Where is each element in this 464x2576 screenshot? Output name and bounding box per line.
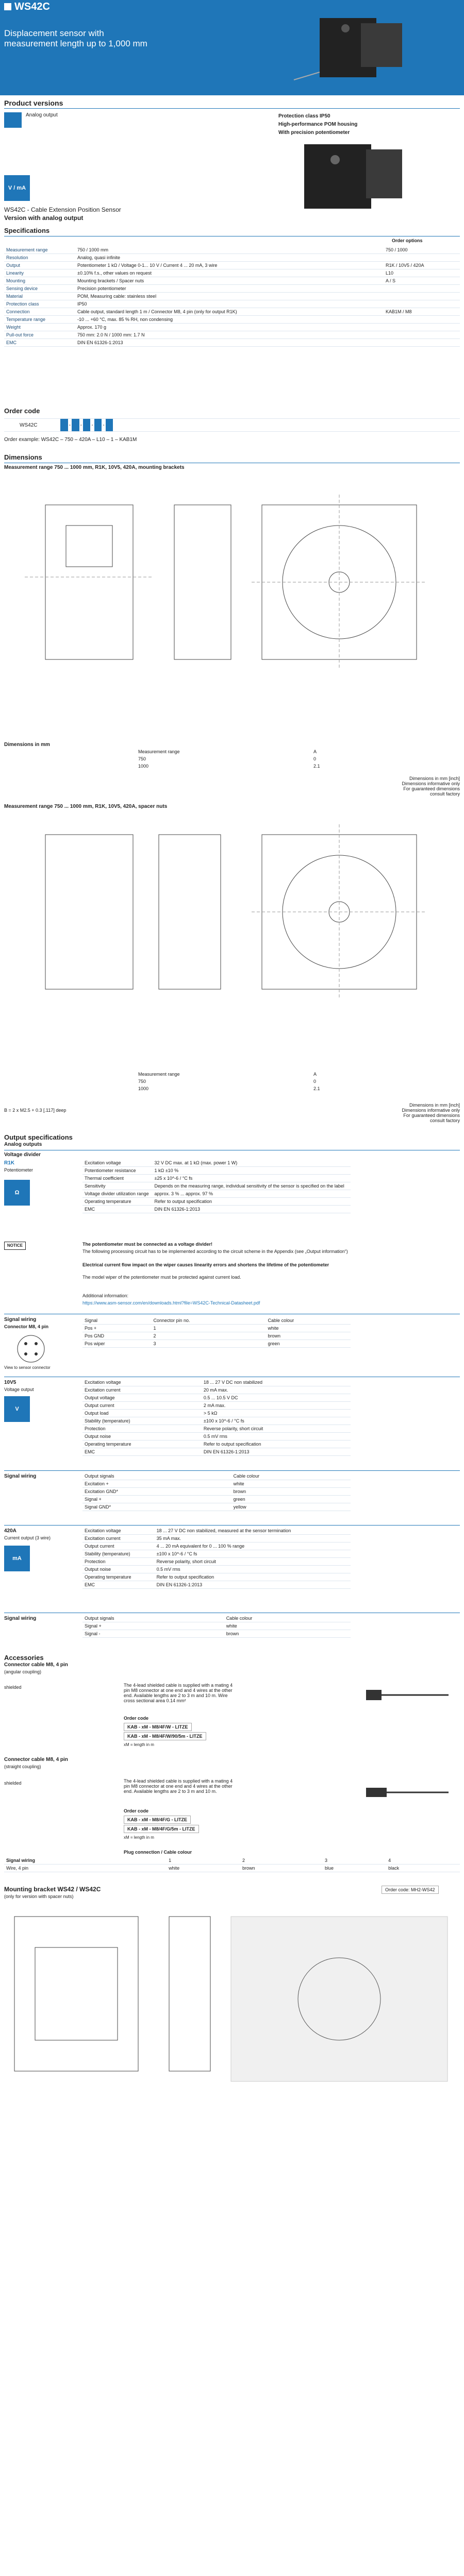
r1k-cell: 32 V DC max. at 1 kΩ (max. power 1 W) [153, 1159, 351, 1167]
r1k-cell: 1 kΩ ±10 % [153, 1167, 351, 1175]
row-range: 750 [138, 756, 146, 761]
v10-row [82, 1425, 351, 1433]
a420-cell: Output current [82, 1543, 155, 1550]
feature-item: With precision potentiometer [278, 130, 350, 135]
divider [4, 1525, 460, 1526]
signal-cell: 2 [151, 1332, 266, 1340]
spec-value: Approx. 170 g [75, 324, 384, 331]
plug-cell: black [386, 1865, 460, 1872]
v10-row [82, 1410, 351, 1417]
output-subtitle: Analog outputs [4, 1142, 42, 1147]
cable1-image [361, 1680, 454, 1710]
feature-list [278, 112, 357, 137]
a420-cell: Output noise [82, 1566, 155, 1573]
note: For guaranteed dimensions consult factory [403, 786, 460, 796]
spec-option: A / S [384, 277, 460, 285]
voltage-icon: V [4, 1396, 30, 1422]
analog-label: Analog output [26, 112, 58, 118]
v10-cell: Protection [82, 1425, 202, 1433]
a420-row [82, 1566, 351, 1573]
r1k-row [82, 1175, 351, 1182]
a420-cell: DIN EN 61326-1:2013 [155, 1581, 351, 1589]
cable1-code: KAB - xM - M8/4F/W/90/5m - LITZE [124, 1732, 206, 1740]
signal-cell: 3 [151, 1340, 266, 1348]
a420-row [82, 1527, 351, 1535]
spec-option [384, 300, 460, 308]
spec-label: Temperature range [4, 316, 75, 324]
signal-cell: brown [266, 1332, 351, 1340]
spec-value: IP50 [75, 300, 384, 308]
row-range: 1000 [138, 764, 149, 769]
v10-wire-cell: Cable colour [231, 1472, 351, 1480]
signal-cell: Pos GND [82, 1332, 151, 1340]
signal-cell: 1 [151, 1325, 266, 1332]
signal-wiring-title: Signal wiring [4, 1616, 37, 1621]
a420-code: 420A [4, 1528, 16, 1534]
row-range: 1000 [138, 1086, 149, 1091]
spec-value: Analog, quasi infinite [75, 254, 384, 262]
r1k-table [82, 1159, 351, 1213]
spec-value: DIN EN 61326-1:2013 [75, 339, 384, 347]
plug-cell: Wire, 4 pin [4, 1865, 167, 1872]
v10-cell: > 5 kΩ [202, 1410, 351, 1417]
row-a: 0 [313, 756, 317, 761]
r1k-cell: Thermal coefficient [82, 1175, 153, 1182]
v10-row [82, 1417, 351, 1425]
v10-wire-cell: white [231, 1480, 351, 1488]
r1k-row [82, 1167, 351, 1175]
note: Dimensions in mm [inch] [409, 1103, 460, 1108]
intro-line2: Version with analog output [4, 214, 84, 222]
a420-wire-cell: Output signals [82, 1615, 224, 1622]
v10-code: 10V5 [4, 1380, 16, 1385]
a420-row [82, 1550, 351, 1558]
v10-cell: EMC [82, 1448, 202, 1456]
plug-table [4, 1857, 460, 1872]
r1k-label: Potentiometer [4, 1167, 34, 1173]
a420-cell: 4 ... 20 mA equivalent for 0 ... 100 % range [155, 1543, 351, 1550]
v10-wire-cell: green [231, 1496, 351, 1503]
signal-row [82, 1332, 351, 1340]
r1k-cell: ±25 x 10^-6 / °C fs [153, 1175, 351, 1182]
a420-cell: Protection [82, 1558, 155, 1566]
current-icon: mA [4, 1546, 30, 1571]
feature-item: Protection class IP50 [278, 113, 330, 119]
feature-item: High-performance POM housing [278, 122, 358, 127]
a420-cell: Stability (temperature) [82, 1550, 155, 1558]
bracket-title: Mounting bracket WS42 / WS42C [4, 1886, 101, 1893]
signal-row [82, 1317, 351, 1325]
spec-label: Measurement range [4, 246, 75, 254]
v10-cell: Excitation current [82, 1386, 202, 1394]
analog-icon [4, 112, 22, 128]
spec-label: Resolution [4, 254, 75, 262]
v10-row [82, 1379, 351, 1386]
header-banner [0, 0, 464, 95]
r1k-row [82, 1182, 351, 1190]
cable1-title: Connector cable M8, 4 pin [4, 1662, 68, 1668]
signal-cell: green [266, 1340, 351, 1348]
plug-head: Signal wiring [4, 1857, 167, 1865]
v10-cell: 0.5 ... 10.5 V DC [202, 1394, 351, 1402]
note: Dimensions informative only [402, 1108, 460, 1113]
plug-head: 1 [167, 1857, 240, 1865]
spec-option [384, 331, 460, 339]
length-note: xM = length in m [124, 1835, 154, 1840]
dim-caption-1: Measurement range 750 ... 1000 mm, R1K, 10V5, 420A, mounting brackets [4, 465, 185, 470]
v10-cell: 2 mA max. [202, 1402, 351, 1410]
additional-link[interactable]: https://www.asm-sensor.com/en/downloads.html?file=WS42C-Technical-Datasheet.pdf [82, 1300, 260, 1306]
dim-example: B = 2 x M2.5 + 0.3 [.117] deep [4, 1108, 67, 1113]
cable2-code: KAB - xM - M8/4F/G/5m - LITZE [124, 1825, 199, 1833]
a420-wire-cell: white [224, 1622, 351, 1630]
a420-wire-cell: Signal + [82, 1622, 224, 1630]
r1k-cell: Sensitivity [82, 1182, 153, 1190]
view-connector: View to sensor connector [4, 1365, 51, 1370]
voltage-divider-title: Voltage divider [4, 1152, 41, 1158]
spec-row [4, 269, 460, 277]
order-pills: - - - - [59, 422, 114, 428]
dim-table-head: Dimensions in mm [4, 742, 50, 748]
order-example: Order example: WS42C – 750 – 420A – L10 – 1 – KAB1M [4, 437, 137, 443]
dim-table-2 [4, 1072, 460, 1103]
row-a: 2.1 [313, 1086, 320, 1091]
a420-row [82, 1558, 351, 1566]
signal-wiring-title: Signal wiring [4, 1317, 37, 1323]
plug-head: 2 [240, 1857, 323, 1865]
spec-value: 750 / 1000 mm [75, 246, 384, 254]
v10-row [82, 1394, 351, 1402]
output-title: Output specifications [4, 1133, 73, 1141]
v10-wire-row [82, 1488, 351, 1496]
col-range: Measurement range [138, 749, 180, 754]
v10-label: Voltage output [4, 1387, 34, 1392]
note: Dimensions informative only [402, 781, 460, 786]
a420-cell: Reverse polarity, short circuit [155, 1558, 351, 1566]
connector-title: Connector M8, 4 pin [4, 1324, 49, 1329]
spec-row [4, 324, 460, 331]
spec-option: L10 [384, 269, 460, 277]
v10-cell: Stability (temperature) [82, 1417, 202, 1425]
plug-cell: brown [240, 1865, 323, 1872]
r1k-cell: DIN EN 61326-1:2013 [153, 1206, 351, 1213]
cable1-desc: The 4-lead shielded cable is supplied with a mating 4 pin M8 connector at one end and 4 wires at the other end. Available lengths are 2 to 3 m and 10 m. Wire cross sectional area 0.14 mm² [124, 1683, 233, 1703]
spec-value: 750 mm: 2.0 N / 1000 mm: 1.7 N [75, 331, 384, 339]
a420-wire-cell: Signal - [82, 1630, 224, 1638]
order-prefix: WS42C [20, 422, 38, 428]
spec-row [4, 316, 460, 324]
divider [4, 1470, 460, 1471]
v10-row [82, 1440, 351, 1448]
notice-bullet: The model wiper of the potentiometer must be protected against current load. [82, 1275, 241, 1280]
v10-cell: 20 mA max. [202, 1386, 351, 1394]
dim-notes-2 [392, 1103, 460, 1123]
signal-wiring-title: Signal wiring [4, 1473, 37, 1479]
order-code-strip [4, 418, 460, 432]
signal-table [82, 1317, 351, 1348]
v10-wire-row [82, 1480, 351, 1488]
dim-caption-2: Measurement range 750 ... 1000 mm, R1K, 10V5, 420A, spacer nuts [4, 804, 168, 809]
product-subtitle: Displacement sensor with measurement length up to 1,000 mm [4, 28, 147, 48]
spec-value: Mounting brackets / Spacer nuts [75, 277, 384, 285]
v10-wire-row [82, 1496, 351, 1503]
options-head: Order options [392, 238, 423, 243]
v10-wire-cell: Output signals [82, 1472, 231, 1480]
spec-option [384, 293, 460, 300]
analog-v-icon: V / mA [4, 175, 30, 201]
col-a: A [313, 1072, 317, 1077]
r1k-code: R1K [4, 1160, 15, 1166]
spec-row [4, 254, 460, 262]
a420-table [82, 1527, 351, 1589]
plug-cell: white [167, 1865, 240, 1872]
a420-cell: EMC [82, 1581, 155, 1589]
a420-cell: Refer to output specification [155, 1573, 351, 1581]
spec-table [4, 246, 460, 347]
spec-row [4, 339, 460, 347]
spec-option [384, 339, 460, 347]
col-a: A [313, 749, 317, 754]
spec-value: Precision potentiometer [75, 285, 384, 293]
signal-row [82, 1325, 351, 1332]
spec-label: Weight [4, 324, 75, 331]
cable1-code: KAB - xM - M8/4F/W - LITZE [124, 1723, 192, 1731]
plug-head: 4 [386, 1857, 460, 1865]
spec-row [4, 331, 460, 339]
row-a: 0 [313, 1079, 317, 1084]
shielded: shielded [4, 1781, 22, 1786]
dimension-drawing-2 [4, 814, 460, 1072]
plug-head: 3 [323, 1857, 386, 1865]
signal-row [82, 1340, 351, 1348]
spec-option: 750 / 1000 [384, 246, 460, 254]
cable2-desc: The 4-lead shielded cable is supplied with a mating 4 pin M8 connector at one end and 4 wires at the other end. Available lengths are 2 to 3 m and 10 m. [124, 1778, 233, 1794]
note: For guaranteed dimensions consult factory [403, 1113, 460, 1123]
intro-block [0, 139, 464, 222]
spec-row [4, 293, 460, 300]
signal-cell: Pos + [82, 1325, 151, 1332]
accessories-title: Accessories [4, 1654, 44, 1662]
a420-wire-cell: Cable colour [224, 1615, 351, 1622]
specifications-title: Specifications [4, 227, 50, 234]
divider [4, 108, 460, 109]
row-range: 750 [138, 1079, 146, 1084]
r1k-cell: approx. 3 % ... approx. 97 % [153, 1190, 351, 1198]
a420-cell: Excitation current [82, 1535, 155, 1543]
bracket-drawing [4, 1906, 460, 2092]
spec-label: Sensing device [4, 285, 75, 293]
potentiometer-icon: Ω [4, 1180, 30, 1206]
spec-option [384, 285, 460, 293]
a420-cell: 0.5 mV rms [155, 1566, 351, 1573]
notice-badge: NOTICE [4, 1242, 26, 1250]
v10-cell: Output current [82, 1402, 202, 1410]
v10-cell: Excitation voltage [82, 1379, 202, 1386]
dim-notes-1 [392, 776, 460, 796]
spec-label: EMC [4, 339, 75, 347]
a420-wiring [82, 1615, 351, 1638]
a420-wire-row [82, 1630, 351, 1638]
a420-cell: 35 mA max. [155, 1535, 351, 1543]
a420-label: Current output (3 wire) [4, 1535, 51, 1540]
r1k-row [82, 1159, 351, 1167]
spec-option [384, 324, 460, 331]
signal-cell: white [266, 1325, 351, 1332]
v10-cell: ±100 x 10^-6 / °C fs [202, 1417, 351, 1425]
r1k-cell: EMC [82, 1206, 153, 1213]
spec-option [384, 316, 460, 324]
v10-row [82, 1433, 351, 1440]
notice-text: The potentiometer must be connected as a voltage divider! [82, 1242, 213, 1247]
spec-value: ±0.10% f.s., other values on request [75, 269, 384, 277]
signal-cell: Pos wiper [82, 1340, 151, 1348]
spec-row [4, 277, 460, 285]
v10-cell: DIN EN 61326-1:2013 [202, 1448, 351, 1456]
sensor-photo [289, 139, 412, 216]
notice-detail: The following processing circuit has to be implemented according to the circuit scheme in the Appendix (see „Output information“) [82, 1249, 348, 1254]
r1k-cell: Voltage divider utilization range [82, 1190, 153, 1198]
spec-label: Material [4, 293, 75, 300]
v10-wire-row [82, 1472, 351, 1480]
v10-cell: 0.5 mV rms [202, 1433, 351, 1440]
note: Dimensions in mm [inch] [409, 776, 460, 781]
r1k-cell: Depends on the measuring range, individual sensitivity of the sensor is specified on the label [153, 1182, 351, 1190]
row-a: 2.1 [313, 764, 320, 769]
v10-table [82, 1379, 351, 1456]
v10-wire-cell: yellow [231, 1503, 351, 1511]
spec-value: POM, Measuring cable: stainless steel [75, 293, 384, 300]
cable2-image [361, 1777, 454, 1808]
a420-row [82, 1535, 351, 1543]
signal-cell: Connector pin no. [151, 1317, 266, 1325]
bracket-code: Order code: MH2-WS42 [382, 1886, 439, 1894]
col-range: Measurement range [138, 1072, 180, 1077]
length-note: xM = length in m [124, 1742, 154, 1747]
order-code-label: Order code [124, 1808, 149, 1814]
bracket-sub: (only for version with spacer nuts) [4, 1894, 74, 1899]
v10-wire-cell: Excitation + [82, 1480, 231, 1488]
v10-wire-cell: Signal GND* [82, 1503, 231, 1511]
spec-row [4, 308, 460, 316]
a420-wire-row [82, 1622, 351, 1630]
v10-cell: Output voltage [82, 1394, 202, 1402]
r1k-row [82, 1198, 351, 1206]
cable2-sub: (straight coupling) [4, 1764, 41, 1769]
a420-wire-cell: brown [224, 1630, 351, 1638]
r1k-cell: Operating temperature [82, 1198, 153, 1206]
a420-wire-row [82, 1615, 351, 1622]
a420-cell: ±100 x 10^-6 / °C fs [155, 1550, 351, 1558]
v10-cell: Output load [82, 1410, 202, 1417]
a420-cell: 18 ... 27 V DC non stabilized, measured at the sensor termination [155, 1527, 351, 1535]
signal-cell: Signal [82, 1317, 151, 1325]
v10-row [82, 1386, 351, 1394]
spec-row [4, 262, 460, 269]
a420-row [82, 1573, 351, 1581]
product-versions [0, 99, 464, 135]
product-code: WS42C [14, 1, 50, 12]
spec-option: R1K / 10V5 / 420A [384, 262, 460, 269]
v10-wire-cell: brown [231, 1488, 351, 1496]
v10-cell: Operating temperature [82, 1440, 202, 1448]
r1k-cell: Potentiometer resistance [82, 1167, 153, 1175]
brand-logo [4, 3, 11, 10]
dim-table-1 [4, 742, 460, 773]
dimensions-title: Dimensions [4, 453, 42, 461]
spec-row [4, 285, 460, 293]
spec-label: Mounting [4, 277, 75, 285]
cable2-code: KAB - xM - M8/4F/G - LITZE [124, 1816, 191, 1824]
spec-label: Protection class [4, 300, 75, 308]
spec-label: Pull-out force [4, 331, 75, 339]
spec-value: Potentiometer 1 kΩ / Voltage 0-1... 10 V / Current 4 ... 20 mA, 3 wire [75, 262, 384, 269]
a420-row [82, 1581, 351, 1589]
connector-pin-diagram [15, 1333, 46, 1364]
spec-label: Connection [4, 308, 75, 316]
cable1-sub: (angular coupling) [4, 1669, 42, 1674]
v10-cell: Reverse polarity, short circuit [202, 1425, 351, 1433]
product-photo [289, 10, 412, 88]
plug-cell: blue [323, 1865, 386, 1872]
dimension-drawing-1 [4, 474, 460, 742]
r1k-cell: Excitation voltage [82, 1159, 153, 1167]
intro-line1: WS42C - Cable Extension Position Sensor [4, 206, 121, 213]
spec-row [4, 300, 460, 308]
spec-option: KAB1M / M8 [384, 308, 460, 316]
spec-label: Output [4, 262, 75, 269]
a420-row [82, 1543, 351, 1550]
a420-cell: Excitation voltage [82, 1527, 155, 1535]
r1k-row [82, 1190, 351, 1198]
shielded: shielded [4, 1685, 22, 1690]
v10-wiring [82, 1472, 351, 1511]
v10-wire-row [82, 1503, 351, 1511]
cable2-title: Connector cable M8, 4 pin [4, 1757, 68, 1762]
v10-cell: Output noise [82, 1433, 202, 1440]
spec-value: -10 ... +60 °C, max. 85 % RH, non condensing [75, 316, 384, 324]
notice-title-2: Electrical current flow impact on the wiper causes linearity errors and shortens the lifetime of the potentiometer [82, 1262, 329, 1267]
plug-title: Plug connection / Cable colour [124, 1850, 192, 1855]
additional-info: Additional information: [82, 1293, 129, 1298]
v10-cell: 18 ... 27 V DC non stabilized [202, 1379, 351, 1386]
v10-row [82, 1402, 351, 1410]
order-code-label: Order code [124, 1716, 149, 1721]
r1k-cell: Refer to output specification [153, 1198, 351, 1206]
v10-wire-cell: Excitation GND* [82, 1488, 231, 1496]
v10-cell: Refer to output specification [202, 1440, 351, 1448]
r1k-row [82, 1206, 351, 1213]
order-code-title: Order code [4, 407, 40, 415]
signal-cell: Cable colour [266, 1317, 351, 1325]
versions-title: Product versions [4, 99, 63, 107]
spec-option [384, 254, 460, 262]
v10-wire-cell: Signal + [82, 1496, 231, 1503]
spec-label: Linearity [4, 269, 75, 277]
v10-row [82, 1448, 351, 1456]
spec-value: Cable output, standard length 1 m / Connector M8, 4 pin (only for output R1K) [75, 308, 384, 316]
spec-row [4, 246, 460, 254]
a420-cell: Operating temperature [82, 1573, 155, 1581]
